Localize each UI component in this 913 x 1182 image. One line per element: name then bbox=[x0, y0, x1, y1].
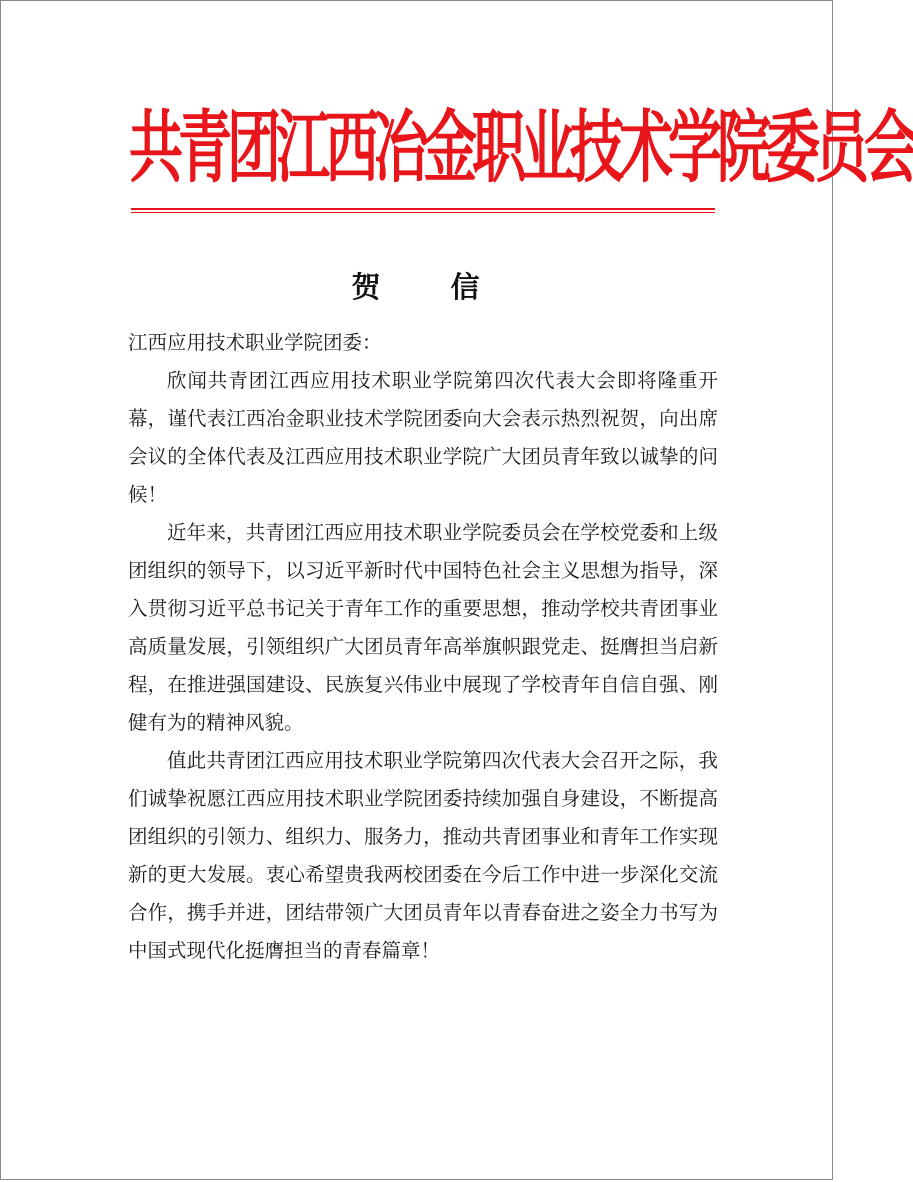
document-title: 贺 信 bbox=[351, 270, 510, 304]
letter-paragraph-3: 值此共青团江西应用技术职业学院第四次代表大会召开之际，我们诚挚祝愿江西应用技术职业学院团委持续加强自身建设，不断提高团组织的引领力、组织力、服务力，推动共青团事业和青年工作实现新的更大发展。衷心希望贵我两校团委在今后工作中进一步深化交流合作，携手并进，团结带领广大团员青年以青春奋进之姿全力书写为中国式现代化挺膺担当的青春篇章！ bbox=[128, 749, 718, 962]
letter-paragraph-1: 欣闻共青团江西应用技术职业学院第四次代表大会即将隆重开幕，谨代表江西冶金职业技术学院团委向大会表示热烈祝贺，向出席会议的全体代表及江西应用技术职业学院广大团员青年致以诚挚的问候！ bbox=[128, 369, 718, 506]
letter-paragraph-2: 近年来，共青团江西应用技术职业学院委员会在学校党委和上级团组织的领导下，以习近平新时代中国特色社会主义思想为指导，深入贯彻习近平总书记关于青年工作的重要思想，推动学校共青团事业高质量发展，引领组织广大团员青年高举旗帜跟党走、挺膺担当启新程，在推进强国建设、民族复兴伟业中展现了学校青年自信自强、刚健有为的精神风貌。 bbox=[128, 521, 718, 734]
letterhead-rule-thin bbox=[131, 212, 715, 213]
letterhead-org-name: 共青团江西冶金职业技术学院委员会 bbox=[129, 100, 913, 194]
letterhead-rule-thick bbox=[131, 208, 715, 210]
letterhead bbox=[129, 97, 913, 197]
letter-body bbox=[128, 324, 718, 970]
letter-salutation: 江西应用技术职业学院团委： bbox=[128, 331, 382, 354]
